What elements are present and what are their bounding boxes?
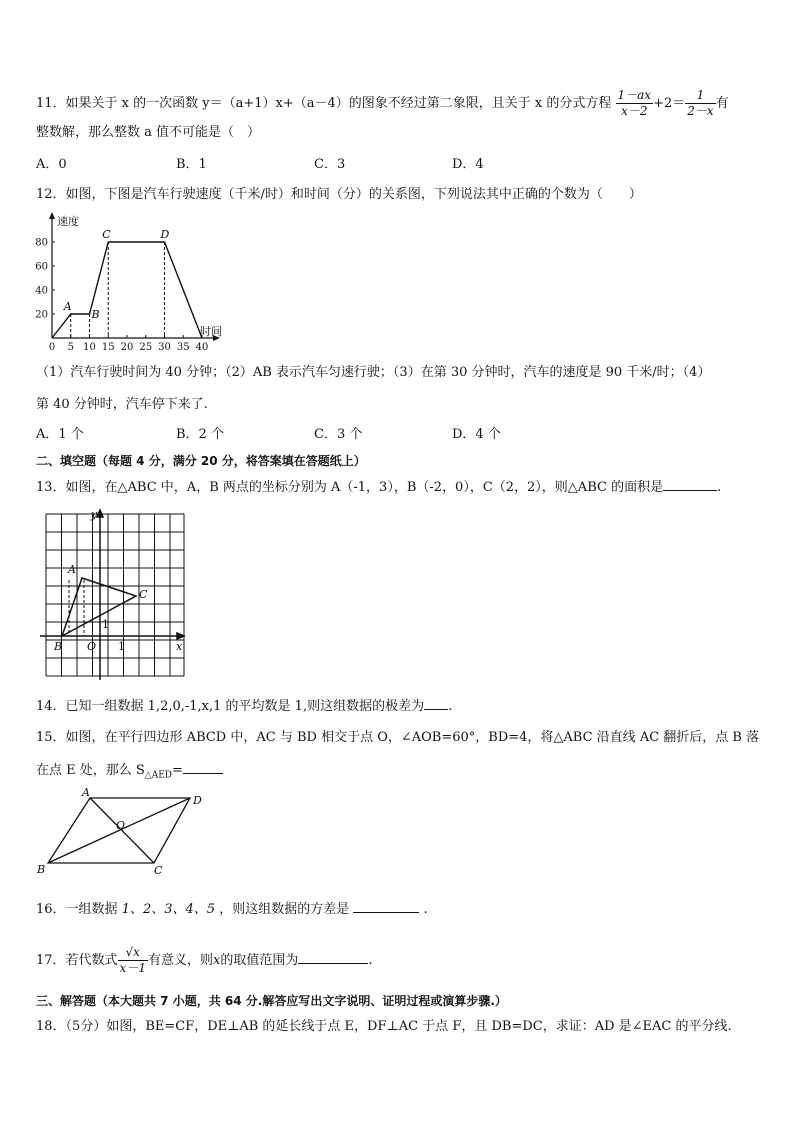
speed-line [52, 242, 202, 338]
x-tick-label: 10 [83, 342, 96, 353]
q13-grid-figure [38, 508, 188, 680]
q12-stem: 12．如图，下图是汽车行驶速度（千米/时）和时间（分）的关系图，下列说法其中正确的个数为（ ） [36, 187, 642, 202]
q11-option-b: B．1 [176, 157, 207, 172]
q18-text: 18．（5分）如图，BE=CF，DE⊥AB 的延长线于点 E，DF⊥AC 于点 F，且 DB=DC，求证：AD 是∠EAC 的平分线. [36, 1019, 732, 1034]
x-tick-label: 30 [158, 342, 171, 353]
q16-end: . [423, 902, 428, 917]
y-tick-label: 20 [35, 309, 48, 321]
q15-subscript: △AED [144, 770, 173, 781]
q17-answer-blank [298, 951, 368, 964]
q13-label-b: B [54, 640, 63, 653]
q15-label-c: C [154, 864, 163, 877]
chart-layer [35, 212, 222, 353]
q15-line2-b: = [172, 763, 183, 778]
q11-option-d: D．4 [452, 157, 484, 172]
q13-end: . [717, 480, 722, 495]
q11-mid: +2＝ [653, 96, 686, 111]
point-label-c: C [102, 228, 111, 241]
q15-label-a: A [82, 788, 90, 799]
q15-parallelogram-figure [30, 788, 220, 880]
q13-label-c: C [139, 588, 148, 601]
q11-fraction-1 [616, 88, 654, 119]
q12-option-b: B．2 个 [176, 427, 224, 442]
q11-option-c: C．3 [314, 157, 346, 172]
q15-label-o: O [116, 819, 126, 832]
q11-text-b: 有 [715, 96, 729, 111]
q15-line1: 15．如图，在平行四边形 ABCD 中，AC 与 BD 相交于点 O，∠AOB=60°，BD=4，将△ABC 沿直线 AC 翻折后，点 B 落 [36, 730, 760, 745]
q13-label-one-x: 1 [118, 640, 125, 653]
triangle-abc [62, 578, 136, 636]
q11-options [36, 156, 596, 174]
y-axis-arrow-icon [49, 212, 55, 219]
q15-line2 [36, 761, 223, 785]
q13-label-x: x [176, 640, 183, 653]
q11-line2: 整数解，那么整数 a 值不可能是（ ） [36, 125, 261, 140]
q11-frac1-den: x－2 [621, 104, 648, 118]
q17-stem: 17．若代数式 [36, 953, 118, 968]
point-label-d: D [160, 228, 170, 241]
q14-text [36, 697, 452, 716]
q16-stem: 16．一组数据 [36, 902, 118, 917]
x-axis-arrow-icon [177, 633, 184, 639]
q14-end: . [448, 699, 453, 714]
q13-label-a: A [68, 563, 76, 576]
y-tick-label: 80 [35, 237, 48, 249]
q13-stem: 13．如图，在△ABC 中，A，B 两点的坐标分别为 A（-1，3），B（-2，0），C（2，2），则△ABC 的面积是 [36, 480, 664, 495]
y-tick-label: 60 [35, 261, 48, 273]
q15-label-d: D [193, 794, 202, 807]
q11-frac2-den: 2－x [687, 104, 714, 118]
x-tick-label: 40 [195, 342, 209, 353]
q13-answer-blank [663, 478, 717, 491]
q16-data: 1、2、3、4、5 [121, 902, 216, 917]
y-axis-arrow-icon [97, 510, 103, 517]
point-label-a: A [63, 300, 72, 313]
q17-stem-c: 的取值范围为 [220, 953, 299, 968]
q12-line2: 第 40 分钟时，汽车停下来了. [36, 397, 208, 412]
x-tick-label: 5 [67, 342, 74, 353]
q15-line2-a: 在点 E 处，那么 S [36, 763, 145, 778]
q13-label-one-y: 1 [102, 618, 109, 631]
q11-line1 [36, 88, 729, 119]
chart-ylabel: 速度 [57, 215, 79, 228]
x-tick-label: 35 [176, 342, 190, 353]
q17-end: . [368, 953, 373, 968]
q14-stem: 14．已知一组数据 1,2,0,-1,x,1 的平均数是 1,则这组数据的极差为 [36, 699, 425, 714]
q12-line1: （1）汽车行驶时间为 40 分钟；（2）AB 表示汽车匀速行驶；（3）在第 30 分钟时，汽车的速度是 90 千米/时；（4） [36, 365, 711, 380]
y-tick-label: 40 [35, 285, 48, 297]
q16-stem-b: ，则这组数据的方差是 [219, 902, 350, 917]
q14-answer-blank [424, 697, 448, 710]
q17-text [36, 944, 372, 978]
q16-answer-blank [353, 900, 419, 913]
q17-frac-den: x－1 [119, 961, 146, 975]
q12-speed-time-chart [30, 210, 230, 358]
q15-label-b: B [37, 863, 46, 876]
q17-var: x [212, 953, 221, 968]
chart-xlabel: 时间 [200, 325, 222, 338]
x-tick-label: 25 [139, 342, 153, 353]
x-tick-label: 15 [101, 342, 115, 353]
q13-label-y: y [91, 508, 98, 521]
x-tick-label: 20 [120, 342, 134, 353]
q12-options [36, 426, 596, 444]
q11-option-a: A．0 [36, 157, 67, 172]
q16-text [36, 900, 428, 919]
section-3-heading: 三、解答题（本大题共 7 小题，共 64 分.解答应写出文字说明、证明过程或演算步骤.） [36, 994, 507, 1008]
q11-text-a: 11．如果关于 x 的一次函数 y＝（a+1）x+（a－4）的图象不经过第二象限，且关于 x 的分式方程 [36, 96, 612, 111]
point-label-b: B [91, 308, 100, 321]
section-2-heading: 二、填空题（每题 4 分，满分 20 分，将答案填在答题纸上） [36, 454, 366, 468]
q13-text [36, 478, 721, 497]
q13-label-o: O [87, 640, 97, 653]
q11-frac1-num: 1－ax [617, 88, 652, 102]
q11-frac2-num: 1 [685, 88, 715, 104]
x-tick-label: 0 [48, 342, 56, 353]
q11-fraction-2 [685, 88, 715, 119]
q12-option-a: A．1 个 [36, 427, 84, 442]
q15-answer-blank [183, 761, 223, 774]
q12-option-c: C．3 个 [314, 427, 363, 442]
q17-frac-num: √x [118, 945, 148, 961]
q17-fraction [118, 945, 148, 976]
q17-stem-b: 有意义，则 [147, 953, 213, 968]
q12-option-d: D．4 个 [452, 427, 501, 442]
